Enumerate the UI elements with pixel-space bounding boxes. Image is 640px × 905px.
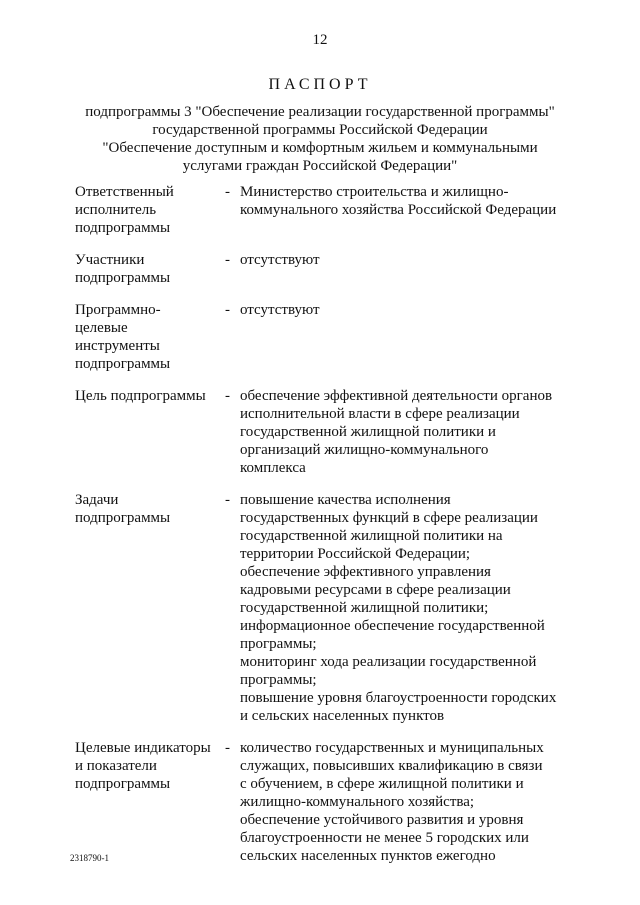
value-line: отсутствуют: [240, 252, 320, 268]
value-line: государственной жилищной политики на: [240, 528, 503, 544]
value-line: государственных функций в сфере реализации: [240, 510, 538, 526]
passport-row: [0, 387, 640, 477]
row-dash: -: [225, 252, 230, 268]
label-line: Участники: [75, 252, 145, 268]
row-value: [240, 183, 560, 237]
label-line: подпрограммы: [75, 356, 171, 372]
row-label: [75, 387, 225, 477]
page-number: 12: [312, 32, 328, 48]
value-line: мониторинг хода реализации государственной: [240, 654, 537, 670]
value-line: повышение уровня благоустроенности городских: [240, 690, 557, 706]
row-dash: -: [225, 492, 230, 508]
label-line: подпрограммы: [75, 510, 171, 526]
label-line: целевые: [75, 320, 128, 336]
value-line: и сельских населенных пунктов: [240, 708, 445, 724]
value-line: коммунального хозяйства Российской Федерации: [240, 202, 557, 218]
label-line: Цель подпрограммы: [75, 388, 206, 404]
value-line: программы;: [240, 672, 317, 688]
row-label: [75, 491, 225, 725]
label-line: инструменты: [75, 338, 160, 354]
subtitle-line: подпрограммы 3 "Обеспечение реализации государственной программы": [85, 104, 555, 120]
value-line: повышение качества исполнения: [240, 492, 451, 508]
passport-row: [0, 301, 640, 373]
row-dash: -: [225, 184, 230, 200]
label-line: подпрограммы: [75, 776, 171, 792]
value-line: территории Российской Федерации;: [240, 546, 471, 562]
label-line: исполнитель: [75, 202, 157, 218]
passport-row: [0, 739, 640, 865]
row-label: [75, 739, 225, 865]
row-value: [240, 301, 560, 373]
label-line: Ответственный: [75, 184, 174, 200]
row-value: [240, 251, 560, 287]
value-line: с обучением, в сфере жилищной политики и: [240, 776, 524, 792]
row-label: [75, 183, 225, 237]
label-line: Программно-: [75, 302, 161, 318]
document-subtitle: [70, 103, 570, 175]
row-label: [75, 251, 225, 287]
value-line: программы;: [240, 636, 317, 652]
row-value: [240, 387, 560, 477]
value-line: государственной жилищной политики и: [240, 424, 496, 440]
value-line: количество государственных и муниципальных: [240, 740, 544, 756]
document-title: ПАСПОРТ: [268, 76, 372, 93]
value-line: благоустроенности не менее 5 городских или: [240, 830, 529, 846]
document-code: 2318790-1: [70, 853, 109, 863]
value-line: комплекса: [240, 460, 306, 476]
value-line: организаций жилищно-коммунального: [240, 442, 489, 458]
row-value: [240, 491, 560, 725]
value-line: обеспечение эффективного управления: [240, 564, 491, 580]
row-label: [75, 301, 225, 373]
row-dash: -: [225, 302, 230, 318]
subtitle-line: "Обеспечение доступным и комфортным жильем и коммунальными: [102, 140, 538, 156]
value-line: отсутствуют: [240, 302, 320, 318]
label-line: подпрограммы: [75, 270, 171, 286]
passport-row: [0, 183, 640, 237]
label-line: и показатели: [75, 758, 157, 774]
passport-row: [0, 251, 640, 287]
value-line: кадровыми ресурсами в сфере реализации: [240, 582, 511, 598]
row-dash: -: [225, 388, 230, 404]
passport-row: [0, 491, 640, 725]
value-line: сельских населенных пунктов ежегодно: [240, 848, 496, 864]
value-line: исполнительной власти в сфере реализации: [240, 406, 520, 422]
value-line: государственной жилищной политики;: [240, 600, 489, 616]
value-line: жилищно-коммунального хозяйства;: [240, 794, 475, 810]
passport-table: [0, 183, 640, 879]
value-line: обеспечение эффективной деятельности органов: [240, 388, 553, 404]
label-line: Задачи: [75, 492, 119, 508]
label-line: подпрограммы: [75, 220, 171, 236]
value-line: обеспечение устойчивого развития и уровня: [240, 812, 524, 828]
subtitle-line: услугами граждан Российской Федерации": [182, 158, 458, 174]
row-dash: -: [225, 740, 230, 756]
value-line: служащих, повысивших квалификацию в связи: [240, 758, 543, 774]
label-line: Целевые индикаторы: [75, 740, 211, 756]
subtitle-line: государственной программы Российской Федерации: [152, 122, 488, 138]
value-line: информационное обеспечение государственной: [240, 618, 545, 634]
value-line: Министерство строительства и жилищно-: [240, 184, 509, 200]
row-value: [240, 739, 560, 865]
